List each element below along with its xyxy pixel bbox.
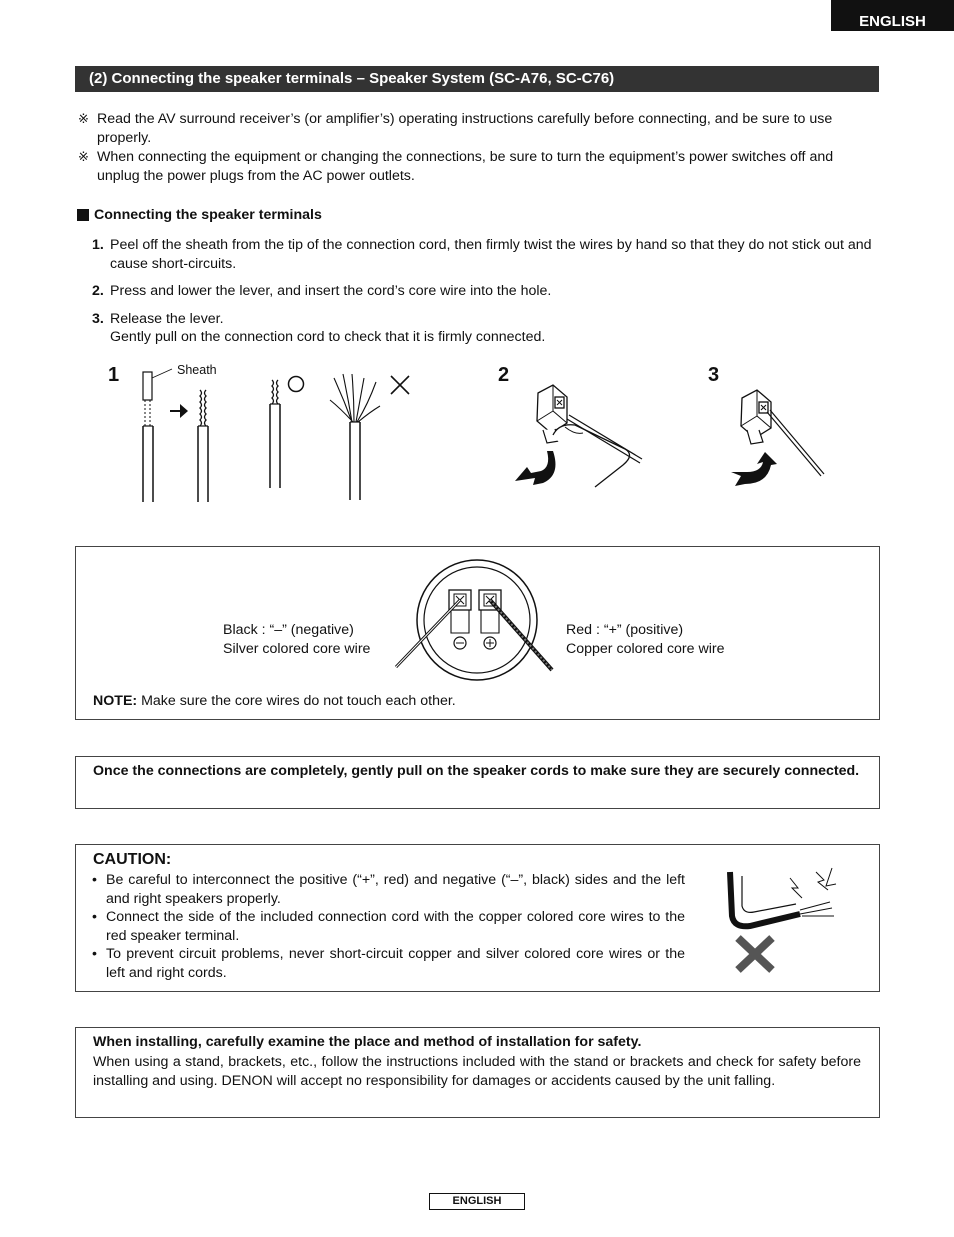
reference-mark-icon: ※ (78, 111, 89, 126)
subheading (77, 207, 322, 223)
caution-list (92, 871, 685, 983)
figure-label-3: 3 (708, 364, 720, 386)
caution-item: • Connect the side of the included connection cord with the copper colored core wires to the red speaker terminal. (92, 909, 685, 944)
release-lever-figure (725, 380, 835, 495)
footer-language-label: ENGLISH (429, 1193, 525, 1210)
wrong-x-icon (391, 376, 409, 394)
figure-label-1: 1 (108, 364, 120, 386)
note-item (78, 148, 878, 185)
step-text-line: Gently pull on the connection cord to check that it is firmly connected. (110, 329, 546, 345)
subheading-text: Connecting the speaker terminals (94, 207, 322, 223)
step-item (92, 282, 880, 301)
positive-label (566, 621, 725, 659)
step-text-line: Release the lever. (110, 310, 224, 327)
step-number: 1. (92, 237, 104, 253)
step-item (92, 236, 880, 273)
arrow-right-icon (170, 404, 188, 418)
sheath-leader-line (152, 369, 172, 378)
black-cord (730, 872, 800, 926)
installation-title: When installing, carefully examine the place and method of installation for safety. (93, 1034, 642, 1050)
caution-text: Connect the side of the included connection cord with the copper colored core wires to the red speaker terminal. (106, 909, 685, 944)
figure-label-2: 2 (498, 364, 510, 386)
caution-title: CAUTION: (93, 851, 172, 868)
caution-text: Be careful to interconnect the positive (“+”, red) and negative (“–”, black) sides and the left and right speakers properly. (106, 872, 685, 907)
wire-strands (145, 400, 150, 426)
step-number: 3. (92, 310, 104, 327)
positive-label-line2: Copper colored core wire (566, 641, 725, 657)
caution-text: To prevent circuit problems, never short-circuit copper and silver colored core wires or the left and right cords. (106, 946, 685, 981)
square-bullet-icon (77, 209, 89, 221)
twisted-wire (200, 390, 202, 426)
note-item (78, 110, 878, 147)
negative-label-line2: Silver colored core wire (223, 641, 371, 657)
sheath-piece (143, 372, 152, 400)
installation-text: When using a stand, brackets, etc., follow the instructions included with the stand or brackets and check for safety before installing and using. DENON will accept no responsibility for damages or accidents caused by the unit falling. (93, 1054, 861, 1089)
reference-mark-icon: ※ (78, 149, 89, 164)
note-text: Make sure the core wires do not touch each other. (137, 693, 456, 709)
terminal-note (93, 693, 456, 709)
step-text (110, 310, 545, 347)
note-text: Read the AV surround receiver’s (or amplifier’s) operating instructions carefully before connecting, and be sure to use properly. (97, 111, 833, 146)
splayed-wires (330, 374, 380, 422)
cord-line (767, 412, 821, 476)
step-list (92, 236, 880, 356)
cord-body (143, 426, 153, 502)
cord-stripping-figure (130, 360, 430, 508)
positive-label-line1: Red : “+” (positive) (566, 622, 684, 638)
curved-arrow-down-icon (515, 451, 555, 485)
speaker-terminal-diagram (390, 555, 570, 685)
step-number: 2. (92, 283, 104, 299)
negative-label (223, 621, 370, 659)
note-text: When connecting the equipment or changing the connections, be sure to turn the equipment’s power switches off and unplug the power plugs from the AC power outlets. (97, 149, 834, 184)
wrong-x-icon (738, 938, 772, 970)
curved-arrow-up-icon (731, 452, 777, 486)
step-text: Peel off the sheath from the tip of the connection cord, then firmly twist the wires by hand so that they do not stick out and cause short-circuits. (110, 237, 872, 272)
caution-item: • To prevent circuit problems, never short-circuit copper and silver colored core wires or the left and right cords. (92, 946, 685, 981)
press-lever-figure (505, 375, 645, 495)
sheath-label: Sheath (177, 363, 217, 377)
pull-check-text: Once the connections are completely, gently pull on the speaker cords to make sure they are securely connected. (93, 763, 860, 779)
spark-icon (790, 868, 836, 898)
step-text: Press and lower the lever, and insert the cord’s core wire into the hole. (110, 283, 552, 299)
note-label: NOTE: (93, 693, 138, 709)
caution-item: • Be careful to interconnect the positive (“+”, red) and negative (“–”, black) sides and the left and right speakers properly. (92, 872, 685, 907)
correct-circle-icon (289, 377, 304, 392)
section-title-bar: (2) Connecting the speaker terminals – Speaker System (SC-A76, SC-C76) (75, 66, 879, 92)
step-item (92, 310, 880, 347)
precaution-notes (78, 110, 878, 186)
short-circuit-warning-figure (720, 858, 845, 978)
language-tab: ENGLISH (831, 0, 954, 31)
negative-label-line1: Black : “–” (negative) (223, 622, 354, 638)
